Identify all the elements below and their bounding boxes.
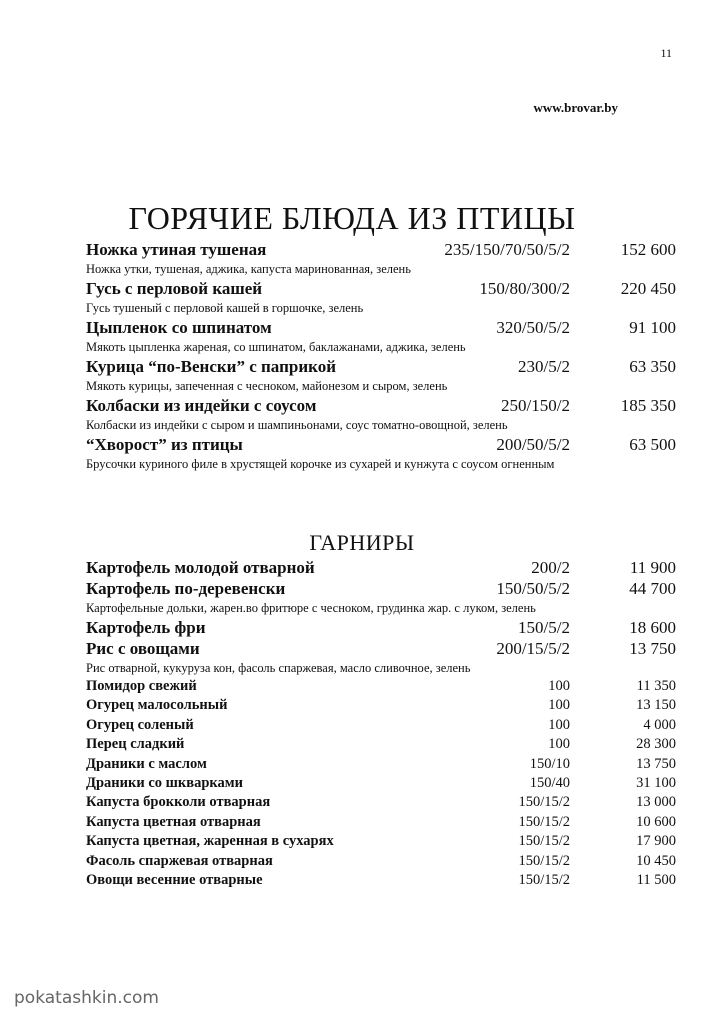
menu-item <box>86 317 676 356</box>
item-name: Капуста цветная отварная <box>86 813 261 830</box>
menu-item <box>86 638 676 677</box>
item-price: 13 750 <box>636 755 676 772</box>
item-name: Драники с маслом <box>86 755 207 772</box>
item-price: 11 500 <box>636 871 676 888</box>
item-price: 10 450 <box>636 852 676 869</box>
item-weight: 250/150/2 <box>501 396 570 415</box>
item-price: 10 600 <box>636 813 676 830</box>
item-name: Овощи весенние отварные <box>86 871 263 888</box>
watermark: pokatashkin.com <box>14 988 159 1008</box>
section-title-poultry: ГОРЯЧИЕ БЛЮДА ИЗ ПТИЦЫ <box>128 200 576 236</box>
menu-item <box>86 813 676 832</box>
item-price: 28 300 <box>636 736 676 753</box>
sides-menu-list <box>86 557 676 890</box>
item-name: Рис с овощами <box>86 639 200 658</box>
item-price: 13 750 <box>629 639 676 658</box>
item-name: Капуста цветная, жаренная в сухарях <box>86 833 334 850</box>
item-name: Помидор свежий <box>86 678 197 694</box>
item-weight: 320/50/5/2 <box>496 318 570 337</box>
item-name: Цыпленок со шпинатом <box>86 318 272 337</box>
item-price: 13 000 <box>636 794 676 811</box>
menu-item <box>86 716 676 735</box>
item-description: Мякоть цыпленка жареная, со шпинатом, баклажанами, аджика, зелень <box>86 340 466 354</box>
item-weight: 100 <box>548 678 570 694</box>
poultry-menu-list <box>86 239 676 473</box>
menu-item <box>86 696 676 715</box>
menu-item <box>86 774 676 793</box>
item-description: Ножка утки, тушеная, аджика, капуста маринованная, зелень <box>86 262 411 276</box>
menu-item <box>86 677 676 696</box>
item-description: Гусь тушеный с перловой кашей в горшочке, зелень <box>86 301 364 315</box>
item-weight: 150/80/300/2 <box>479 279 570 298</box>
item-weight: 150/15/2 <box>518 852 570 869</box>
item-price: 63 500 <box>629 435 676 454</box>
menu-item <box>86 395 676 434</box>
item-name: Картофель по-деревенски <box>86 579 286 598</box>
menu-item <box>86 617 676 638</box>
menu-item <box>86 735 676 754</box>
menu-item <box>86 832 676 851</box>
item-price: 11 900 <box>629 558 676 577</box>
item-weight: 150/10 <box>529 755 570 772</box>
page-number: 11 <box>660 46 672 60</box>
item-weight: 150/15/2 <box>518 794 570 811</box>
item-weight: 150/15/2 <box>518 833 570 850</box>
menu-item <box>86 434 676 473</box>
item-name: Колбаски из индейки с соусом <box>86 396 317 415</box>
item-weight: 100 <box>548 736 570 753</box>
menu-item <box>86 557 676 578</box>
menu-item <box>86 755 676 774</box>
item-weight: 200/50/5/2 <box>496 435 570 454</box>
item-price: 185 350 <box>620 396 676 415</box>
item-name: Огурец малосольный <box>86 697 228 714</box>
item-price: 11 350 <box>636 678 676 694</box>
item-name: Курица “по-Венски” с паприкой <box>86 357 336 376</box>
item-name: Капуста брокколи отварная <box>86 794 271 811</box>
item-name: Огурец соленый <box>86 716 194 733</box>
item-price: 31 100 <box>636 774 676 791</box>
item-description: Картофельные дольки, жарен.во фритюре с чесноком, грудинка жар. с луком, зелень <box>86 601 536 615</box>
menu-item <box>86 278 676 317</box>
item-price: 63 350 <box>629 357 676 376</box>
item-price: 220 450 <box>620 279 676 298</box>
item-price: 18 600 <box>629 618 676 637</box>
section-title-sides: ГАРНИРЫ <box>309 530 415 555</box>
menu-item <box>86 871 676 890</box>
menu-item <box>86 852 676 871</box>
item-description: Колбаски из индейки с сыром и шампиньонами, соус томатно-овощной, зелень <box>86 418 508 432</box>
item-name: Картофель молодой отварной <box>86 558 315 577</box>
item-name: Гусь с перловой кашей <box>86 279 263 298</box>
item-price: 152 600 <box>620 240 676 259</box>
item-weight: 150/40 <box>529 774 570 791</box>
item-weight: 150/5/2 <box>518 618 570 637</box>
item-weight: 150/50/5/2 <box>496 579 570 598</box>
item-price: 4 000 <box>643 716 676 733</box>
menu-item <box>86 578 676 617</box>
item-price: 44 700 <box>629 579 676 598</box>
item-weight: 235/150/70/50/5/2 <box>444 240 570 259</box>
item-price: 91 100 <box>629 318 676 337</box>
item-name: Ножка утиная тушеная <box>86 240 267 259</box>
item-name: “Хворост” из птицы <box>86 435 243 454</box>
item-name: Перец сладкий <box>86 736 185 753</box>
item-description: Мякоть курицы, запеченная с чесноком, майонезом и сыром, зелень <box>86 379 448 393</box>
item-weight: 230/5/2 <box>518 357 570 376</box>
menu-item <box>86 793 676 812</box>
item-weight: 150/15/2 <box>518 813 570 830</box>
item-name: Драники со шкварками <box>86 774 244 791</box>
item-description: Брусочки куриного филе в хрустящей корочке из сухарей и кунжута с соусом огненным <box>86 457 555 471</box>
item-weight: 200/15/5/2 <box>496 639 570 658</box>
item-price: 13 150 <box>636 697 676 714</box>
item-description: Рис отварной, кукуруза кон, фасоль спаржевая, масло сливочное, зелень <box>86 661 471 675</box>
menu-item <box>86 356 676 395</box>
website-label: www.brovar.by <box>533 100 618 115</box>
item-name: Фасоль спаржевая отварная <box>86 852 273 869</box>
item-name: Картофель фри <box>86 618 206 637</box>
item-price: 17 900 <box>636 833 676 850</box>
item-weight: 100 <box>548 716 570 733</box>
item-weight: 150/15/2 <box>518 871 570 888</box>
item-weight: 200/2 <box>531 558 570 577</box>
item-weight: 100 <box>548 697 570 714</box>
menu-item <box>86 239 676 278</box>
